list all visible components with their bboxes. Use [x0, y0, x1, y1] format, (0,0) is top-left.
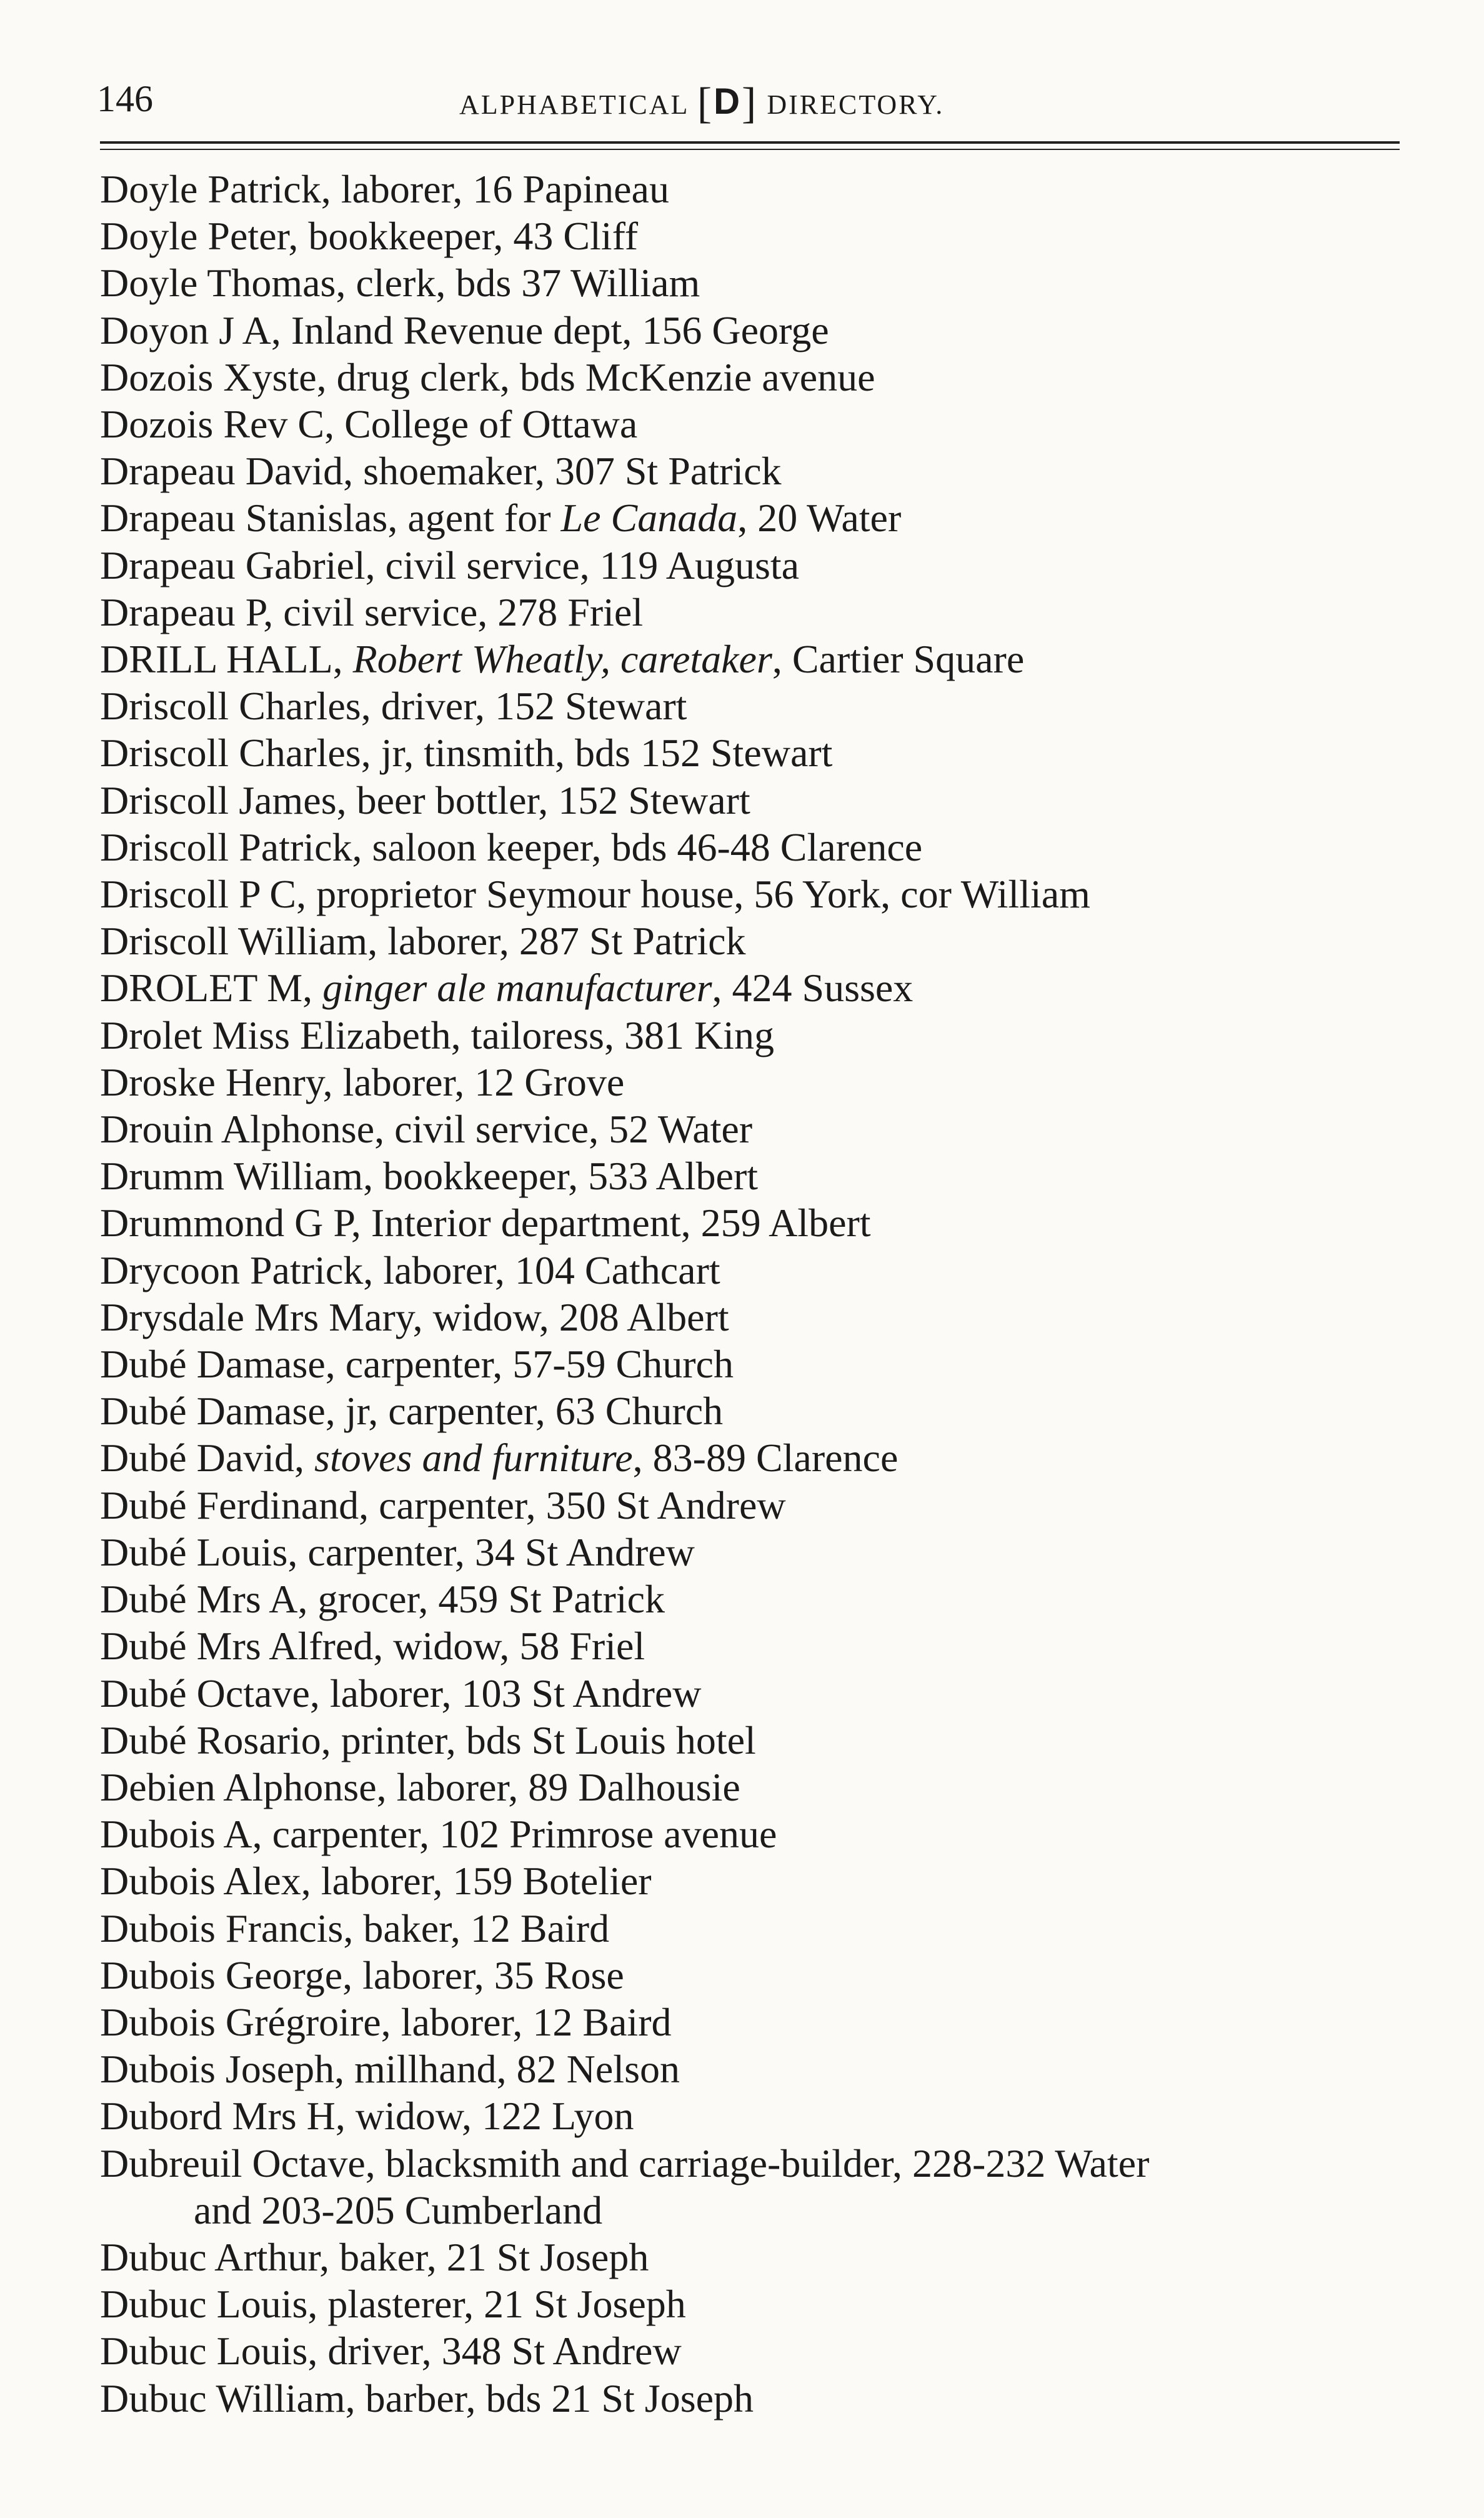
entry-text-before: DROLET M, [100, 966, 323, 1011]
entry-text: Dubuc Louis, plasterer, 21 St Joseph [100, 2282, 686, 2327]
entry-text: Dubé Damase, jr, carpenter, 63 Church [100, 1389, 724, 1434]
directory-entry [100, 1341, 1412, 1387]
directory-entry [100, 729, 1412, 776]
entry-text: Dubé Octave, laborer, 103 St Andrew [100, 1671, 702, 1716]
entry-text: Dubord Mrs H, widow, 122 Lyon [100, 2094, 634, 2139]
title-letter: D [714, 81, 742, 122]
header-rule-thin [100, 149, 1400, 150]
title-bracket-close: ] [742, 79, 759, 127]
directory-entry [100, 2046, 1412, 2092]
entry-text: Dozois Xyste, drug clerk, bds McKenzie avenue [100, 354, 875, 399]
directory-entry [100, 1857, 1412, 1904]
entry-text: Driscoll William, laborer, 287 St Patrick [100, 919, 746, 964]
entry-text: Driscoll Charles, driver, 152 Stewart [100, 684, 687, 729]
entry-text-italic: Le Canada [560, 496, 738, 541]
entry-text-before: Drapeau Stanislas, agent for [100, 496, 561, 541]
entry-text: Doyon J A, Inland Revenue dept, 156 George [100, 307, 829, 352]
directory-entry [100, 1576, 1412, 1622]
running-title [459, 80, 944, 127]
directory-entry [100, 1482, 1412, 1529]
directory-entry [100, 1717, 1412, 1764]
title-after: DIRECTORY. [758, 89, 945, 120]
entry-text: Drysdale Mrs Mary, widow, 208 Albert [100, 1294, 729, 1339]
page-number: 146 [97, 78, 153, 119]
directory-entry [100, 401, 1412, 447]
entry-text: Drummond G P, Interior department, 259 Albert [100, 1201, 871, 1246]
header-rule-thick [100, 141, 1400, 144]
entry-text: Drycoon Patrick, laborer, 104 Cathcart [100, 1247, 720, 1292]
entry-text: Doyle Patrick, laborer, 16 Papineau [100, 167, 669, 211]
directory-entry [100, 589, 1412, 636]
directory-entry [100, 824, 1412, 871]
directory-entry [100, 1059, 1412, 1106]
directory-entry [100, 871, 1412, 917]
entry-text-italic: Robert Wheatly, caretaker [352, 637, 772, 682]
entry-text-before: DRILL HALL, [100, 637, 353, 682]
directory-entry [100, 307, 1412, 354]
directory-entry [100, 777, 1412, 824]
entry-text: Drouin Alphonse, civil service, 52 Water [100, 1107, 753, 1152]
directory-entry [100, 1764, 1412, 1811]
directory-entry [100, 1622, 1412, 1669]
entry-text: Drumm William, bookkeeper, 533 Albert [100, 1154, 759, 1199]
entry-text: Dubois A, carpenter, 102 Primrose avenue [100, 1812, 777, 1857]
directory-entry [100, 259, 1412, 306]
directory-entry [100, 636, 1412, 682]
directory-entry [100, 354, 1412, 401]
entry-text: Droske Henry, laborer, 12 Grove [100, 1059, 625, 1104]
directory-entry [100, 964, 1412, 1011]
entry-text: Dubois George, laborer, 35 Rose [100, 1952, 624, 1997]
directory-entry [100, 1952, 1412, 1999]
entry-text: Driscoll James, beer bottler, 152 Stewart [100, 777, 750, 822]
directory-entry [100, 1012, 1412, 1059]
directory-entry [100, 542, 1412, 589]
entry-text-after: , 83-89 Clarence [632, 1436, 899, 1481]
entry-text: Dubois Joseph, millhand, 82 Nelson [100, 2047, 680, 2092]
directory-entry [100, 212, 1412, 259]
entry-text: Drapeau P, civil service, 278 Friel [100, 589, 644, 634]
directory-entry [100, 1199, 1412, 1246]
entry-text: Dubois Francis, baker, 12 Baird [100, 1906, 610, 1951]
directory-entry [100, 917, 1412, 964]
directory-entry [100, 166, 1412, 212]
entry-text: Drapeau David, shoemaker, 307 St Patrick [100, 449, 782, 494]
entry-text-before: Dubé David, [100, 1436, 315, 1481]
entry-text: Dubuc William, barber, bds 21 St Joseph [100, 2376, 754, 2421]
directory-entry [100, 1670, 1412, 1717]
directory-entry [100, 447, 1412, 494]
directory-entry [100, 1999, 1412, 2046]
directory-entry [100, 2234, 1412, 2281]
entry-text-italic: ginger ale manufacturer [322, 966, 712, 1011]
directory-entry [100, 1811, 1412, 1857]
entry-text: Dubé Damase, carpenter, 57-59 Church [100, 1342, 734, 1387]
entry-text: and 203-205 Cumberland [194, 2187, 603, 2232]
directory-entry-continuation [100, 2187, 1412, 2234]
entry-text: Doyle Thomas, clerk, bds 37 William [100, 261, 700, 306]
entry-text-after: , 20 Water [737, 496, 902, 541]
entry-text: Dubois Alex, laborer, 159 Botelier [100, 1859, 652, 1904]
directory-entry [100, 1152, 1412, 1199]
directory-entry [100, 1247, 1412, 1294]
directory-entry [100, 682, 1412, 729]
title-bracket-open: [ [697, 79, 714, 127]
entry-text: Driscoll Patrick, saloon keeper, bds 46-48 Clarence [100, 824, 923, 869]
page-header [97, 74, 1397, 130]
entry-text: Debien Alphonse, laborer, 89 Dalhousie [100, 1764, 740, 1809]
directory-entry [100, 2375, 1412, 2422]
entry-text: Dubreuil Octave, blacksmith and carriage-builder, 228-232 Water [100, 2141, 1150, 2186]
entry-text: Driscoll Charles, jr, tinsmith, bds 152 Stewart [100, 731, 833, 776]
directory-entry [100, 1106, 1412, 1152]
entry-text: Dubé Ferdinand, carpenter, 350 St Andrew [100, 1482, 786, 1527]
entry-text: Dubuc Louis, driver, 348 St Andrew [100, 2329, 682, 2374]
directory-entry [100, 1905, 1412, 1952]
entry-text-after: , Cartier Square [772, 637, 1025, 682]
directory-entry [100, 1294, 1412, 1341]
entry-text-italic: stoves and furniture [314, 1436, 633, 1481]
entry-text: Dubois Grégroire, laborer, 12 Baird [100, 1999, 672, 2044]
directory-entry [100, 2327, 1412, 2374]
entry-text: Dubé Mrs Alfred, widow, 58 Friel [100, 1624, 645, 1669]
directory-entry [100, 1434, 1412, 1481]
directory-entry [100, 2092, 1412, 2139]
directory-entry [100, 1529, 1412, 1576]
entry-text: Drapeau Gabriel, civil service, 119 Augusta [100, 542, 800, 587]
directory-entry [100, 2281, 1412, 2327]
entry-text: Dozois Rev C, College of Ottawa [100, 402, 638, 447]
entry-text: Driscoll P C, proprietor Seymour house, 56 York, cor William [100, 872, 1090, 917]
directory-entries [100, 166, 1412, 2422]
directory-entry [100, 1387, 1412, 1434]
directory-entry [100, 2140, 1412, 2187]
directory-entry [100, 494, 1412, 541]
entry-text: Dubé Mrs A, grocer, 459 St Patrick [100, 1577, 665, 1622]
entry-text: Dubé Louis, carpenter, 34 St Andrew [100, 1529, 695, 1574]
title-before: ALPHABETICAL [459, 89, 697, 120]
entry-text-after: , 424 Sussex [712, 966, 914, 1011]
entry-text: Dubuc Arthur, baker, 21 St Joseph [100, 2234, 649, 2279]
entry-text: Doyle Peter, bookkeeper, 43 Cliff [100, 214, 639, 259]
entry-text: Dubé Rosario, printer, bds St Louis hotel [100, 1717, 756, 1762]
entry-text: Drolet Miss Elizabeth, tailoress, 381 King [100, 1012, 774, 1057]
